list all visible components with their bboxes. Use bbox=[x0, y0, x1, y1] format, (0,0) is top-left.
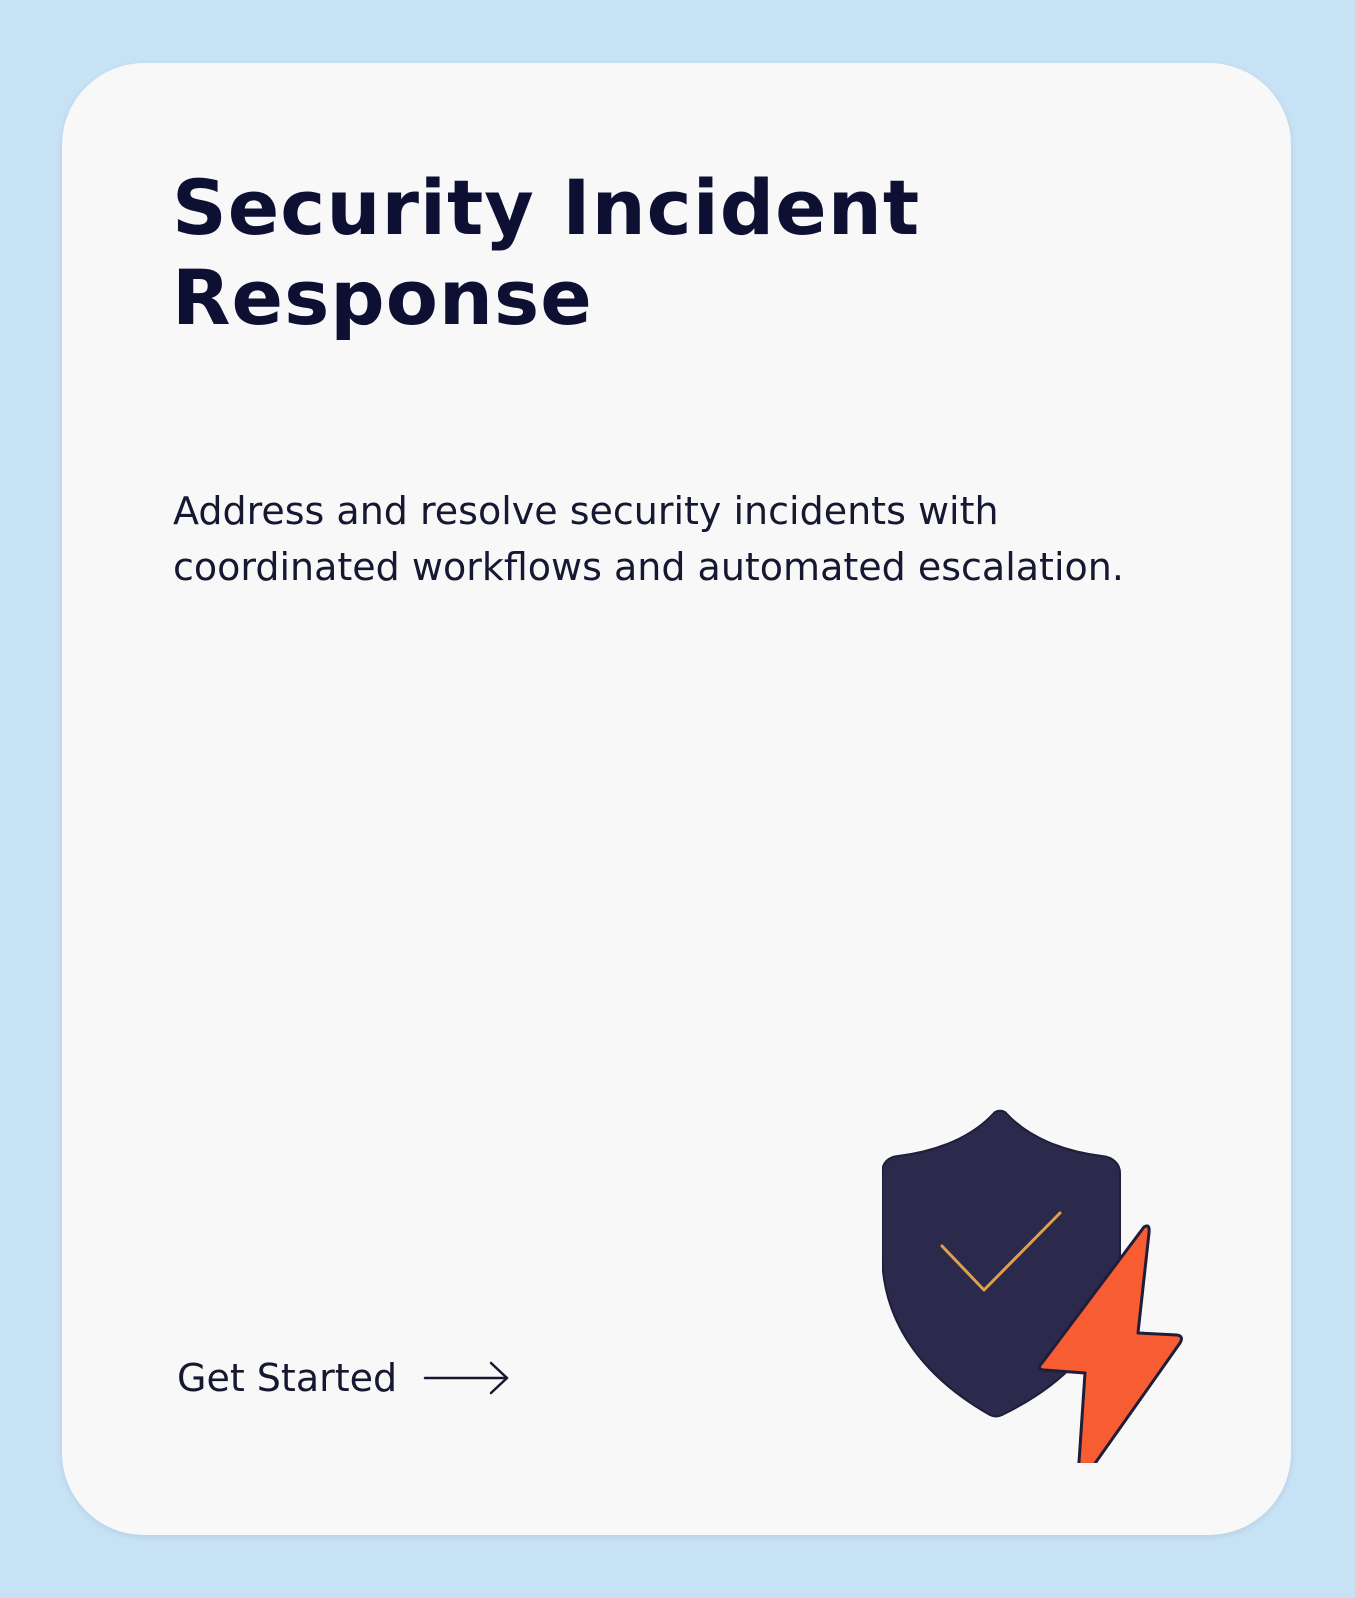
get-started-label: Get Started bbox=[177, 1356, 398, 1400]
card-description: Address and resolve security incidents with coordinated workflows and automated escalation. bbox=[173, 489, 1124, 589]
security-illustration bbox=[882, 1063, 1192, 1463]
card-title-line-2: Response bbox=[172, 253, 593, 342]
card-title bbox=[172, 163, 1072, 343]
arrow-right-icon bbox=[423, 1358, 511, 1398]
card-title-line-1: Security Incident bbox=[172, 163, 921, 252]
get-started-link[interactable] bbox=[177, 1348, 511, 1408]
incident-response-card bbox=[62, 63, 1291, 1535]
